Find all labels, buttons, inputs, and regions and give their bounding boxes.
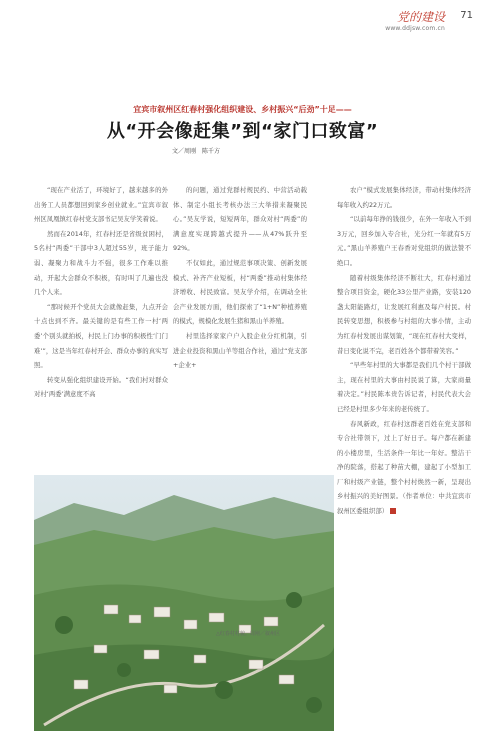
article-body bbox=[34, 183, 474, 608]
village-aerial-photo bbox=[34, 475, 334, 731]
paragraph: 然而在2014年，红春村还是省级贫困村，5名村“两委”干部中3人超过55岁，班子能力弱、凝聚力和战斗力不强，很多工作难以推动，开起大会群众不积极，有时叫了几遍也没几个人来。 bbox=[34, 229, 168, 297]
magazine-logo: 党的建设 bbox=[396, 10, 445, 24]
column-1 bbox=[34, 183, 168, 402]
paragraph: 的问题，通过党群村规民约、中营活动载体、制定小组长考核办法三大举措来凝聚民心。”吴友学说，短短两年，群众对村“两委”的满意度实现跨越式提升——从47%跃升至92%。 bbox=[173, 186, 307, 253]
magazine-url: www.ddjsw.com.cn bbox=[385, 25, 445, 32]
paragraph: 村里选择家家户户入股企业分红机制，引进企业投资和黑山羊等组合作社，通过“党支部+企业+ bbox=[173, 331, 307, 370]
paragraph: 转变从强化组织建设开始。“我们村对群众对村‘两委’满意度不高 bbox=[34, 375, 168, 399]
column-2 bbox=[173, 183, 307, 373]
article-title: 从“开会像赶集”到“家门口致富” bbox=[106, 121, 379, 142]
header-logo bbox=[385, 8, 445, 32]
article-byline: 文／周刚 陈千方 bbox=[172, 148, 221, 155]
paragraph: “以前每年挣的钱很少，在外一年收入不到3万元，回乡加入专合社，光分红一年就有5万元。”黑山羊养殖户王春香对党组织的做法赞不绝口。 bbox=[337, 215, 471, 267]
paragraph: 农户”模式发展集体经济，带动村集体经济每年收入约22万元。 bbox=[337, 186, 471, 209]
column-3 bbox=[337, 183, 471, 519]
end-of-article-icon bbox=[390, 508, 396, 514]
paragraph: 不仅如此，通过规范事项决策、创新发展模式、补齐产业短板，村“两委”推动村集体经济增收、村民致富。吴友学介绍，在调动全社会产业发展方面，他们探索了“1+N”种植养殖的模式，规模化发展生猪和黑山羊养殖。 bbox=[173, 258, 307, 326]
paragraph: “现在产业活了，环境好了，越来越多的外出务工人员都想回到家乡创业就业。”宜宾市叙州区凤凰镇红春村党支部书记吴友学笑着说。 bbox=[34, 186, 168, 224]
page-number: 71 bbox=[460, 10, 473, 21]
article-kicker: 宜宾市叙州区红春村强化组织建设、乡村振兴“后劲”十足—— bbox=[133, 105, 352, 114]
photo-caption: △红春村村貌。周刚／叙州区 bbox=[216, 631, 280, 637]
paragraph: 随着村级集体经济不断壮大，红春村通过整合项目资金，硬化33公里产业路，安装120盏太阳能路灯，让发展红利惠及每户村民。村民转变思想，积极参与村组的大事小情，主动为红春村发展出谋划策，“现在红春村大变样，昔日变化说不完，老百姓各个都带着笑容。” bbox=[337, 273, 471, 355]
paragraph: “早些年村里的大事都是我们几个村干部做主，现在村里的大事由村民说了算，大家商量着决定。”村民陈本贵告诉记者，村民代表大会已经是村里多少年来的老传统了。 bbox=[337, 361, 471, 413]
paragraph: “那时候开个党员大会就像赶集，九点开会十点也到不齐。最关键的是有些工作一村‘两委’个别头就拍板，村民上门办事的积极性‘门门难’”，这是当年红春村开会、群众办事的真实写照。 bbox=[34, 302, 168, 370]
paragraph bbox=[337, 417, 471, 519]
closing-paragraph-text: 春风新政，红春村这群老百姓在党支部和专合社带领下，过上了好日子。每户都在新建的小楼房里，生活条件一年比一年好。整洁干净的院落，搭起了种苗大棚，建起了小型加工厂和村级产业链，整个村村焕然一新，呈现出乡村振兴的美好图景。（作者单位：中共宜宾市叙州区委组织部） bbox=[337, 419, 471, 516]
